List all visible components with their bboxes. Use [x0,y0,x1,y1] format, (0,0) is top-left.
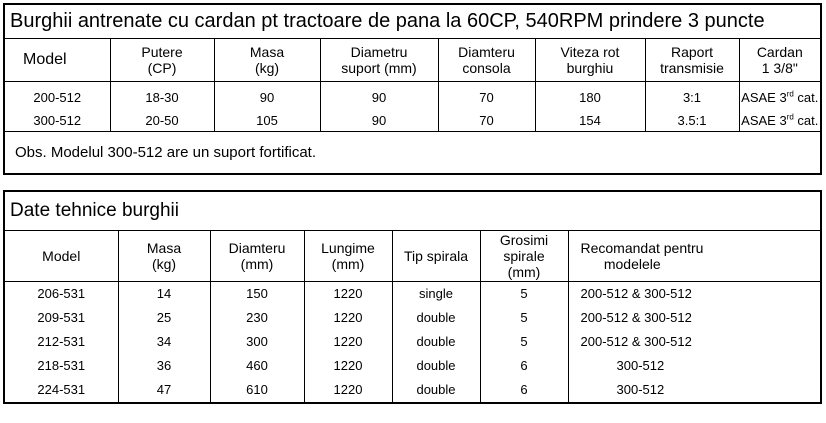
table-row [4,354,821,378]
header-model: Model [4,38,110,82]
cell-raport: 3:1 [645,82,739,109]
cell-grosime: 5 [480,281,568,306]
cell-model: 206-531 [4,281,118,306]
cell-tip-spirala: double [392,354,480,378]
augers-table-header [4,230,821,281]
cell-diametru-suport: 90 [320,109,438,132]
cell-masa: 14 [118,281,210,306]
cell-recomandat: 300-512 [616,358,665,374]
drills-table-note: Obs. Modelul 300-512 are un suport fortificat. [4,132,821,174]
cell-masa: 25 [118,306,210,330]
table-row [4,378,821,403]
cell-putere: 18-30 [110,82,214,109]
header-model: Model [4,230,118,281]
drills-table-title: Burghii antrenate cu cardan pt tractoare de pana la 60CP, 540RPM prindere 3 puncte [4,4,821,38]
header-diametru-consola: Diamteru consola [438,38,535,82]
cell-grosime: 5 [480,330,568,354]
header-lungime: Lungime (mm) [304,230,392,281]
cell-masa: 105 [214,109,320,132]
cell-recomandat: 200-512 & 300-512 [580,310,692,326]
cell-grosime: 6 [480,378,568,403]
cell-masa: 36 [118,354,210,378]
cell-diametru: 230 [210,306,304,330]
header-masa: Masa (kg) [214,38,320,82]
header-recomandat: Recomandat pentru modelele [568,230,821,281]
augers-table [3,190,822,404]
drills-table [3,3,822,175]
header-raport: Raport transmisie [645,38,739,82]
header-diametru: Diamteru (mm) [210,230,304,281]
header-putere: Putere (CP) [110,38,214,82]
cell-diametru: 610 [210,378,304,403]
header-masa: Masa (kg) [118,230,210,281]
header-diametru-suport: Diametru suport (mm) [320,38,438,82]
cell-recomandat: 300-512 [616,382,665,398]
table-row [4,330,821,354]
table-row [4,82,821,109]
header-cardan: Cardan 1 3/8" [739,38,821,82]
cell-tip-spirala: double [392,330,480,354]
cell-lungime: 1220 [304,330,392,354]
cell-viteza: 154 [535,109,645,132]
header-viteza: Viteza rot burghiu [535,38,645,82]
cell-putere: 20-50 [110,109,214,132]
cell-masa: 34 [118,330,210,354]
cell-raport: 3.5:1 [645,109,739,132]
cell-model: 212-531 [4,330,118,354]
drills-table-header [4,38,821,82]
cell-model: 209-531 [4,306,118,330]
cell-diametru: 150 [210,281,304,306]
cell-model: 300-512 [4,109,110,132]
cell-diametru-consola: 70 [438,82,535,109]
cell-recomandat: 200-512 & 300-512 [580,334,692,350]
cell-diametru: 300 [210,330,304,354]
cell-grosime: 6 [480,354,568,378]
cell-viteza: 180 [535,82,645,109]
cell-diametru-suport: 90 [320,82,438,109]
cell-model: 218-531 [4,354,118,378]
cell-cardan: ASAE 3rd cat. [741,89,819,106]
cell-lungime: 1220 [304,354,392,378]
cell-tip-spirala: double [392,378,480,403]
cell-model: 200-512 [4,82,110,109]
cell-lungime: 1220 [304,378,392,403]
header-grosimi-spirale: Grosimi spirale (mm) [480,230,568,281]
cell-tip-spirala: double [392,306,480,330]
header-tip-spirala: Tip spirala [392,230,480,281]
table-row [4,281,821,306]
cell-cardan: ASAE 3rd cat. [741,112,819,128]
cell-model: 224-531 [4,378,118,403]
augers-table-title: Date tehnice burghii [4,191,821,230]
cell-lungime: 1220 [304,306,392,330]
cell-grosime: 5 [480,306,568,330]
cell-recomandat: 200-512 & 300-512 [580,286,692,302]
cell-diametru-consola: 70 [438,109,535,132]
cell-diametru: 460 [210,354,304,378]
cell-masa: 47 [118,378,210,403]
cell-tip-spirala: single [392,281,480,306]
cell-masa: 90 [214,82,320,109]
cell-lungime: 1220 [304,281,392,306]
table-row [4,306,821,330]
table-row [4,109,821,132]
